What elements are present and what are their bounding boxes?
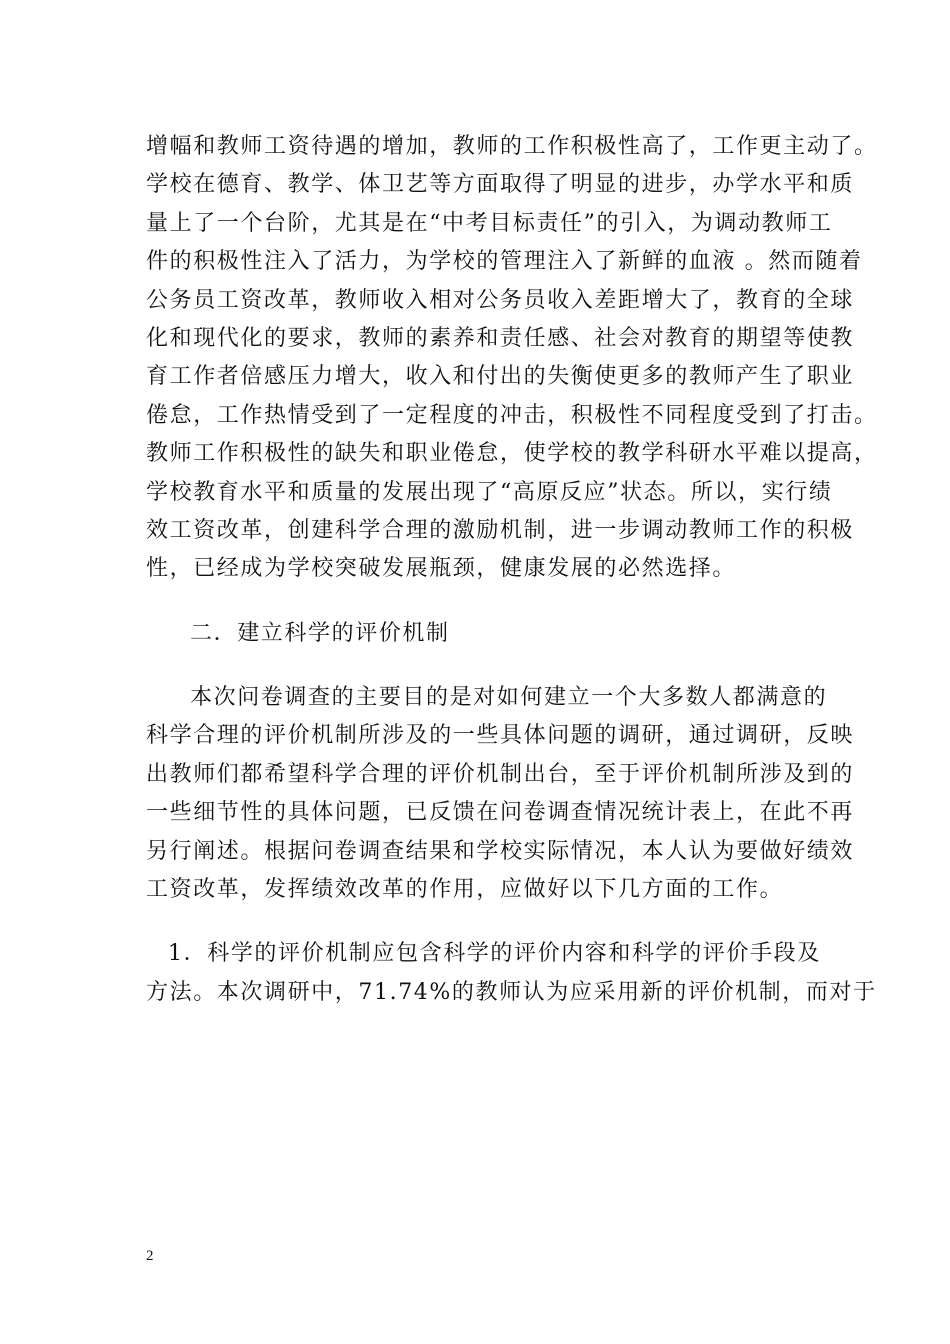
text-line: 学校在德育、教学、体卫艺等方面取得了明显的进步，办学水平和质 [146, 172, 855, 198]
text-line: 另行阐述。根据问卷调查结果和学校实际情况，本人认为要做好绩效 [146, 838, 855, 864]
page-number: 2 [146, 1248, 154, 1264]
text-line: 量上了一个台阶，尤其是在“中考目标责任”的引入，为调动教师工 [146, 210, 833, 236]
text-line: 出教师们都希望科学合理的评价机制出台，至于评价机制所涉及到的 [146, 761, 855, 787]
paragraph [146, 935, 877, 1012]
paragraph-spacer [146, 589, 826, 615]
text-line: 工资改革，发挥绩效改革的作用，应做好以下几方面的工作。 [146, 877, 784, 903]
paragraph-spacer [146, 653, 826, 679]
text-line: 科学合理的评价机制所涉及的一些具体问题的调研，通过调研，反映 [146, 723, 855, 749]
text-line: 件的积极性注入了活力，为学校的管理注入了新鲜的血液 。然而随着 [146, 249, 863, 275]
text-line: 效工资改革，创建科学合理的激励机制，进一步调动教师工作的积极 [146, 517, 855, 543]
text-line: 1．科学的评价机制应包含科学的评价内容和科学的评价手段及 [168, 941, 821, 967]
text-line: 教师工作积极性的缺失和职业倦怠，使学校的教学科研水平难以提高， [146, 441, 878, 467]
text-line: 增幅和教师工资待遇的增加，教师的工作积极性高了，工作更主动了。 [146, 134, 878, 159]
text-line: 倦怠，工作热情受到了一定程度的冲击，积极性不同程度受到了打击。 [146, 402, 878, 428]
text-line: 方法。本次调研中，71.74%的教师认为应采用新的评价机制，而对于 [146, 979, 877, 1005]
paragraph [146, 128, 878, 589]
document-body [146, 128, 878, 1012]
text-line: 育工作者倍感压力增大，收入和付出的失衡使更多的教师产生了职业 [146, 364, 855, 390]
paragraph-spacer [146, 909, 826, 935]
text-line: 性，已经成为学校突破发展瓶颈，健康发展的必然选择。 [146, 556, 737, 582]
text-line: 学校教育水平和质量的发展出现了“高原反应”状态。所以，实行绩 [146, 479, 833, 505]
paragraph [146, 679, 855, 909]
text-line: 化和现代化的要求，教师的素养和责任感、社会对教育的期望等使教 [146, 325, 855, 351]
section-heading-block [146, 615, 826, 653]
section-heading: 二．建立科学的评价机制 [190, 620, 450, 646]
text-line: 一些细节性的具体问题，已反馈在问卷调查情况统计表上，在此不再 [146, 800, 855, 826]
text-line: 公务员工资改革，教师收入相对公务员收入差距增大了，教育的全球 [146, 287, 855, 313]
text-line: 本次问卷调查的主要目的是对如何建立一个大多数人都满意的 [190, 685, 828, 711]
